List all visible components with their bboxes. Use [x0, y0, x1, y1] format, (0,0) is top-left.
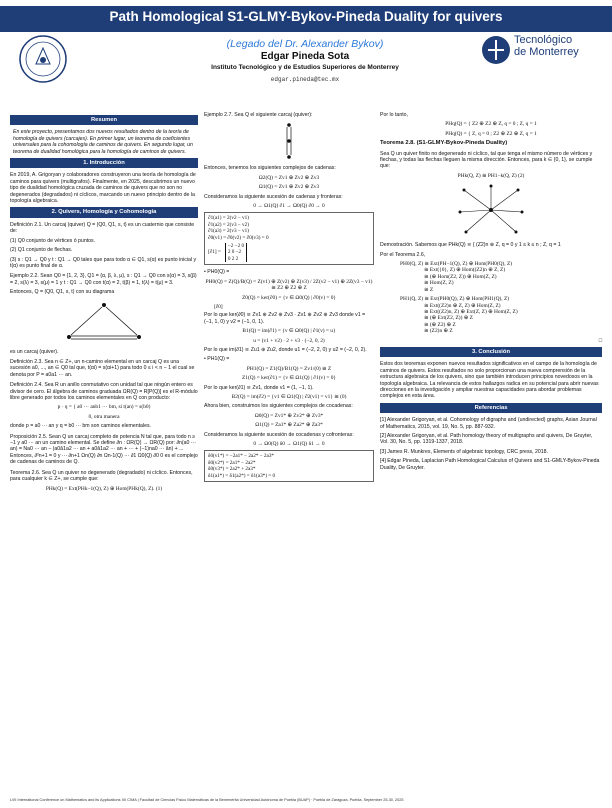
equation-2: PHk(Q, Z) ≅ PH1−k(Q, Z) (2) [457, 172, 525, 179]
boundary-matrix: −2 −2 0 2 0 −2 0 2 2 [225, 243, 247, 262]
z0-after: Por lo que ker(∂0) ≅ Zv1 ⊕ Zv2 ⊕ Zv3 · Zv1 ⊕ Zv2 ⊕ Zv3 donde v1 = (−1, 1, 0) y v2 = (−1, 0, 1). [204, 312, 366, 325]
ph1-heading: • PH1(Q) = [204, 356, 230, 363]
sequence-intro: Consideramos la siguiente sucesión de cadenas y fronteras: [204, 193, 343, 200]
ph0-equation: PH0(Q) = Z(Q)/B(Q) = Z(v1) ⊕ Z(v2) ⊕ Z(v3) / 2Z(v2 − v1) ⊕ 2Z(v3 − v1) ≅ Z2 ⊕ Z2 ⊕ Z [205, 278, 373, 292]
references-list [380, 417, 602, 471]
abstract-heading: Resumen [10, 115, 198, 125]
ph-q-equation: PHq(Q) = { Z2 ⊕ Z2 ⊕ Z, q = 0 ; Z, q = 1 [445, 121, 537, 128]
sequence-eq: 0 → Ω1(Q) ∂1 → Ω0(Q) ∂0 → 0 [253, 203, 325, 210]
quiver-diagram-vertical [269, 121, 309, 161]
pht-q-equation: PHq(Q) = { Z, q = 0 ; Z2 ⊕ Z2 ⊕ Z, q = 1 [445, 130, 537, 137]
demo-text-b: Por el Teorema 2.6, [380, 251, 426, 258]
column-right [380, 112, 602, 474]
example-2-2: Ejemplo 2.2. Sean Q0 = {1, 2, 3}, Q1 = {α, β, λ, μ}, s : Q1 → Q0 con s(α) = 3, s(β) = 2, s(λ) = 3, s(μ) = 1 y t : Q1 → Q0 con t(α) = 2, t(β) = 1, t(λ) = t(μ) = 3. Entonces, Q = (Q0, Q1, s, t) con su diagrama es un carcaj (quiver). [10, 273, 197, 355]
conclusion-text: Estos dos teoremas exponen nuevos resultados significativos en el campo de la homología de caminos de quivers. Estos resultados no solo proporcionan una nueva comprensión de la estructura algebraica de los quivers, sino que también introducen principios novedosos en la topología algebraica. La relevancia de estos hallazgos radica en su potencial para abrir nuevas direcciones en la investigación y ampliar nuestras capacidades para abordar problemas complejos en esta área. [380, 361, 599, 400]
poster-footer: LVII International Conference on Mathematics and its Applications XII CIMA | Facultad de Ciencias Físico Matemáticas de la Benemérita Universidad Autónoma de Puebla (BUAP) · Puebla de Zaragoza, Puebla, September 25-30, 2025 [10, 798, 404, 802]
b1-equation: B1(Q) = im(∂1) = {v ∈ Ω0(Q) | ∂1(v) = u} [242, 328, 336, 335]
coboundary-box: δ0(v1*) = −2a1* − 2a2* − 2a3* δ0(v2*) = 2a1* − 2a2* δ0(v3*) = 2a2* + 2a3* δ1(a1*) = δ1(a2*) = δ1(a3*) = 0 [204, 450, 374, 482]
author-email: edgar.pineda@tec.mx [270, 76, 340, 83]
boundary-box: ∂1(a1) = 2(v2 − v1) ∂1(a2) = 2(v3 − v2) ∂1(a3) = 2(v3 − v1) ∂0(v1) = ∂0(v2) = ∂0(v3) = 0 [∂1] = −2 −2 0 2 0 −2 0 2 2 [204, 212, 374, 265]
z0-equation: Z0(Q) = ker(∂0) = {v ∈ Ω0(Q) | ∂0(v) = 0} [241, 294, 337, 301]
affiliation: Instituto Tecnológico y de Estudios Superiores de Monterrey [211, 64, 399, 71]
reference-item: [3] James R. Munkres, Elements of algebraic topology, CRC press, 2018. [380, 448, 548, 455]
cochain-eq-2: Ω1(Q) = Za1* ⊕ Za2* ⊕ Za3* [255, 422, 323, 429]
logo-text: Tecnológico de Monterrey [514, 34, 579, 58]
ph1-equation: PH1(Q) = Z1(Q)/B1(Q) = Zv1/(0) ≅ Z [246, 365, 332, 372]
d0-vector: [∂0] [214, 303, 223, 310]
reference-item: [2] Alexander Grigoryan, et al. Path homology theory of multigraphs and quivers, De Gruyter, Vol. 30, No. 5, pp. 1319-1337, 2018. [380, 433, 593, 446]
poster-header [0, 0, 612, 112]
theorem-2-8-heading: Teorema 2.8. (S1-GLMY-Bykov-Pineda Duality) [380, 140, 508, 147]
chain-eq-2: Ω1(Q) = Zv1 ⊕ Zv2 ⊕ Zv3 [258, 184, 320, 191]
chain-intro: Entonces, tenemos los siguientes complejos de cadenas: [204, 165, 336, 172]
quiver-diagram-star [456, 182, 526, 238]
intro-heading: 1. Introducción [10, 158, 198, 168]
cosequence-eq: 0 → Ω0(Q) δ0 → Ω1(Q) δ1 → 0 [253, 441, 325, 447]
z1-equation: Z1(Q) = ker(∂1) = {v ∈ Ω1(Q) | ∂1(v) = 0} [241, 375, 337, 382]
abstract-text: En este proyecto, presentamos dos nuevos resultados dentro de la teoría de homología de quivers (carcajes). En primer lugar, un teorema de coeficientes universales para la cohomología de caminos de quivers. En segundo lugar, un teorema de dualidad homológica para la homología de caminos de quivers. [13, 129, 193, 155]
poster-title: Path Homological S1-GLMY-Bykov-Pineda Duality for quivers [109, 9, 503, 24]
definition-2-1: Definición 2.1. Un carcaj (quiver) Q = (Q0, Q1, s, t) es un cuaternio que consiste de: (1) Q0 conjunto de vértices ó puntos. (2) Q1 conjunto de flechas. (3) s : Q1 → Q0 y t : Q1 → Q0 tales que para todo α ∈ Q1, s(α) es punto inicial y t(α) es punto final de α. [10, 221, 197, 269]
example-2-7: Ejemplo 2.7. Sea Q el siguiente carcaj (quiver): [204, 112, 313, 118]
definition-2-4: Definición 2.4. Sea R un anillo conmutativo con unidad tal que ningún entero es divisor de cero. El álgebra de caminos graduada ΩR(Q) = R[P(Q)] es el R-módulo libre generado por todos los caminos elementales en Q con producto: p · q = { a0 ··· anb1 ··· bm, si t(an) = s(b0) 0, otra manera donde p = a0 ··· an y q = b0 ··· bm son caminos elementales. [10, 382, 198, 430]
cochain-intro: Ahora bien, construimos los siguientes complejos de cocadenas: [204, 403, 353, 410]
cochain-eq-1: Ω0(Q) = Zv1* ⊕ Zv2* ⊕ Zv3* [254, 412, 324, 419]
ph0-heading: • PH0(Q) = [204, 269, 230, 276]
demo-text: Demostración. Sabemos que PHk(Q) ≅ { (Z2)n ⊕ Z, q = 0 y 1 ≤ k ≤ n ; Z, q = 1 [380, 242, 561, 249]
reference-item: [4] Edgar Pineda, Laplacian Path Homological Calculus of Quivers and S1-GMLY-Bykov-Pineda Duality, De Gruyter. [380, 458, 600, 471]
proposition-2-5: Proposición 2.5. Sean Q un carcaj completo de potencia N tal que, para todo n ≥ −1 y a0 ··· an un camino elemental. Se define ∂n : ΩR(Q) → ΩR(Q) por: ∂n(a0 ··· an) = Na0 ··· an − (a0â1a2 ··· an + a0â1a2 ··· an + ··· + (−1)na0 ··· ân) + ... Entonces, ∂²n+1 = 0 y ··· ∂n+1 Ωn(Q) ∂n Ωn-1(Q) ··· ∂1 Ω0(Q) ∂0 0 es el complejo de cadenas de caminos de Q. [10, 433, 198, 466]
quiver-diagram-triangle [59, 299, 149, 345]
proof-block-1: PH0(Q, Z) ≅ Ext(PH−1(Q), Z) ⊕ Hom(PH0(Q), Z) ≅ Ext({0}, Z) ⊕ Hom((Z2)n ⊕ Z, Z) ≅ (⊕ Hom(Z2, Z)) ⊕ Hom(Z, Z) ≅ Hom(Z, Z) ≅ Z [400, 261, 513, 293]
definition-2-3: Definición 2.3. Sea n ∈ Z+, un n-camino elemental en un carcaj Q es una sucesión a0, ..., an ∈ Q0 tal que, t(αi) = s(αi+1) para todo 0 ≤ i < n − 1 el cual se denota por P = a0a1 ··· an. [10, 358, 195, 378]
column-left [10, 112, 198, 496]
qed-mark: □ [598, 337, 602, 344]
chain-eq-1: Ω2(Q) = Zv1 ⊕ Zv2 ⊕ Zv3 [258, 174, 320, 181]
b2-equation: B2(Q) = im(∂2) = {v1 ∈ Ω1(Q) | ∂2(v1) = v1} ≅ (0) [231, 393, 347, 400]
conclusion-heading: 3. Conclusión [380, 347, 602, 357]
u-equation: u = (v1 + v2) · 2 + v3 · (−2, 0, 2) [253, 337, 325, 344]
poster-subtitle: (Legado del Dr. Alexander Bykov) [226, 38, 384, 50]
column-middle [204, 112, 374, 486]
intro-text: En 2019, A. Grigoryan y colaboradores construyeron una teoría de homología de caminos para quivers (multigrafos). Finalmente, en 2025, descubrimos un nuevo tipo de dualidad homológica cruzada de caminos de quivers que no son no degenerados (degradados) ni cíclicos, marcando un nuevo principio dentro de la topología algebraica. [10, 172, 196, 205]
cosequence-intro: Consideramos la siguiente sucesión de cocadenas y cofronteras: [204, 431, 354, 438]
section2-heading: 2. Quivers, Homología y Cohomología [10, 207, 198, 217]
author-name: Edgar Pineda Sota [260, 51, 350, 62]
references-heading: Referencias [380, 403, 602, 413]
proof-block-2: PH1(Q, Z) ≅ Ext(PH0(Q), Z) ⊕ Hom(PH1(Q), Z) ≅ Ext((Z2)n ⊕ Z, Z) ⊕ Hom(Z, Z) ≅ Ext((Z2)n, Z) ⊕ Ext(Z, Z) ⊕ Hom(Z, Z) ≅ (⊕ Ext(Z2, Z)) ⊕ Z ≅ (⊕ Z2) ⊕ Z ≅ (Z2)n ⊕ Z [400, 296, 518, 335]
reference-item: [1] Alexander Grigoryan, et al. Cohomology of digraphs and (undirected) graphs, Asian Journal of Mathematics, 2015, vol. 19, No. 5, pp. 887-932. [380, 417, 597, 430]
z1-after: Por lo que ker(∂1) ≅ Zv1, donde v1 = (1, −1, 1). [204, 384, 314, 391]
theorem-2-8-text: Sea Q un quiver finito no degenerado ni cíclico, tal que tenga el mismo número de vértices y flechas, y todas las flechas lleguen la misma dirección. Entonces, para k ∈ {0, 1}, se cumple que: [380, 150, 593, 170]
so-text: Por lo tanto, [380, 112, 408, 118]
b1-after: Por lo que im(∂1) ≅ Zu1 ⊕ Zu2, donde u1 = (−2, 2, 0) y u2 = (−2, 0, 2). [204, 346, 367, 353]
theorem-2-6: Teorema 2.6. Sea Q un quiver no degenerado (degradado) ni cíclico. Entonces, para cualquier k ∈ Z+, se cumple que: [10, 469, 193, 483]
equation-1: PHk(Q) = Ext(PHk−1(Q), Z) ⊕ Hom(PHk(Q), Z). (1) [45, 486, 163, 493]
university-seal-icon [18, 34, 68, 84]
